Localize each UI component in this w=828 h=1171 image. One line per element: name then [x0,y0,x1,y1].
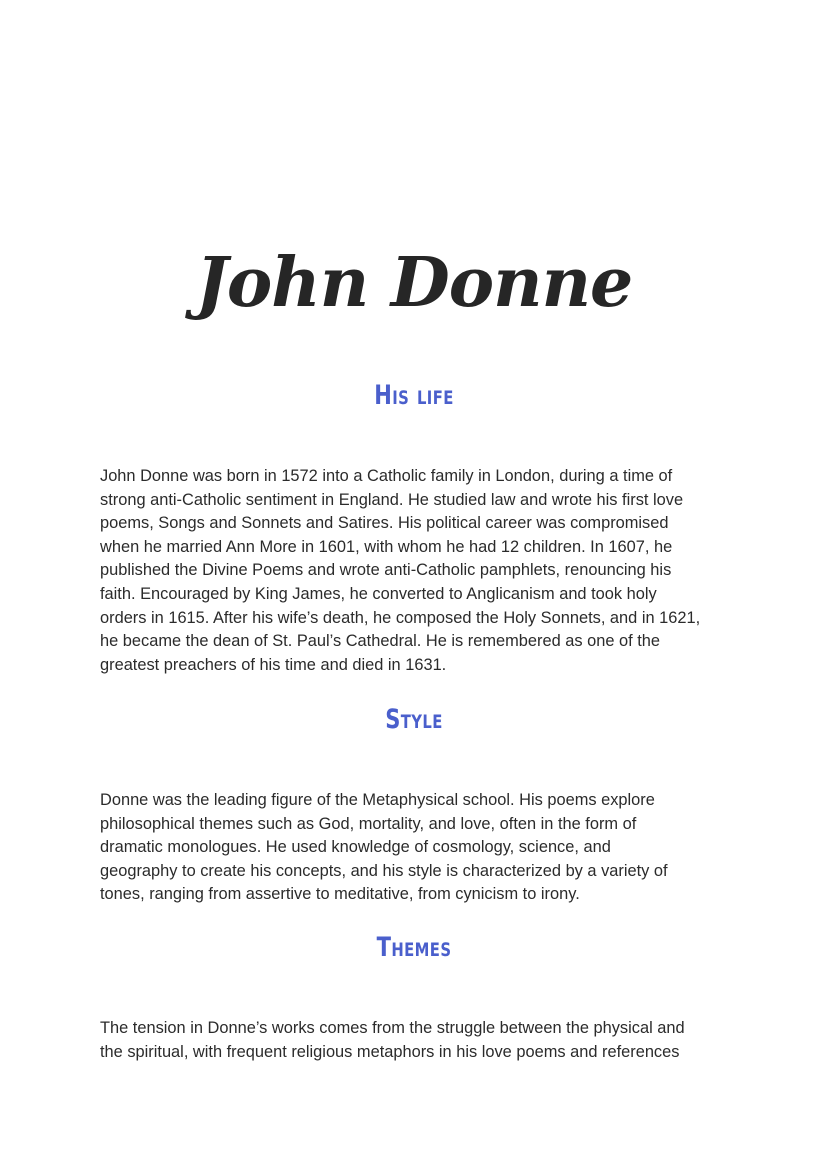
paragraph-line: John Donne was born in 1572 into a Catholic family in London, during a time of [100,467,673,485]
paragraph-line: tones, ranging from assertive to meditative, from cynicism to irony. [100,885,580,904]
paragraph-line: he became the dean of St. Paul’s Cathedral. He is remembered as one of the [100,632,661,651]
paragraph-line: published the Divine Poems and wrote anti-Catholic pamphlets, renouncing his [100,561,672,580]
paragraph-line: Donne was the leading figure of the Metaphysical school. His poems explore [100,791,655,809]
paragraph-line: faith. Encouraged by King James, he converted to Anglicanism and took holy [100,584,657,603]
section-heading-style: Style [385,704,443,735]
paragraph-line: philosophical themes such as God, mortality, and love, often in the form of [100,814,637,833]
paragraph-style [100,789,740,907]
section-heading-themes: Themes [376,932,452,963]
paragraph-line: when he married Ann More in 1601, with whom he had 12 children. In 1607, he [100,537,673,556]
paragraph-line: the spiritual, with frequent religious metaphors in his love poems and references [100,1042,680,1061]
paragraph-line: dramatic monologues. He used knowledge of cosmology, science, and [100,838,611,857]
paragraph-themes [100,1017,740,1064]
paragraph-line: orders in 1615. After his wife’s death, he composed the Holy Sonnets, and in 1621, [100,608,701,627]
paragraph-his-life [100,465,740,677]
document-title: John Donne [195,243,633,323]
paragraph-line: poems, Songs and Sonnets and Satires. His political career was compromised [100,514,669,533]
paragraph-line: The tension in Donne’s works comes from the struggle between the physical and [100,1019,685,1037]
paragraph-line: greatest preachers of his time and died in 1631. [100,655,447,674]
paragraph-line: strong anti-Catholic sentiment in England. He studied law and wrote his first love [100,490,684,509]
section-heading-his-life: His life [374,380,454,411]
paragraph-line: geography to create his concepts, and his style is characterized by a variety of [100,861,668,880]
